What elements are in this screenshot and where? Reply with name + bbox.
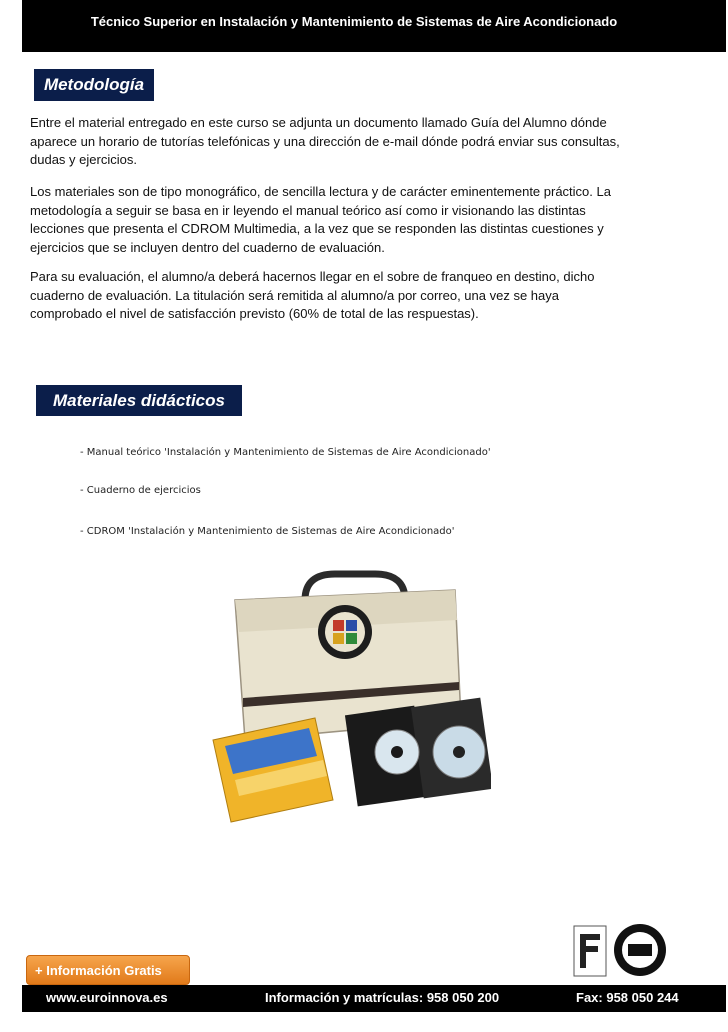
course-title: Técnico Superior en Instalación y Mantenimiento de Sistemas de Aire Acondicionado: [90, 14, 618, 29]
footer-phone: Información y matrículas: 958 050 200: [265, 990, 500, 1005]
metodologia-paragraph-1: Entre el material entregado en este curso se adjunta un documento llamado Guía del Alumno dónde aparece un horario de tutorías telefónicas y una dirección de e-mail dónde podrá enviar sus consultas, dudas y ejercicios.: [30, 115, 620, 167]
list-item: - CDROM 'Instalación y Mantenimiento de Sistemas de Aire Acondicionado': [80, 526, 455, 537]
more-info-button[interactable]: + Información Gratis: [26, 955, 190, 985]
document-footer: [22, 985, 726, 1012]
materiales-heading: Materiales didácticos: [36, 385, 242, 416]
metodologia-heading: Metodología: [34, 69, 154, 101]
footer-fax: Fax: 958 050 244: [576, 990, 679, 1005]
list-item: - Manual teórico 'Instalación y Mantenimiento de Sistemas de Aire Acondicionado': [80, 447, 491, 458]
certification-logos: [572, 920, 668, 980]
course-materials-image: [205, 560, 491, 828]
metodologia-paragraph-3: Para su evaluación, el alumno/a deberá hacernos llegar en el sobre de franqueo en destino, dicho cuaderno de evaluación. La titulación será remitida al alumno/a por correo, una vez se haya comprobado el nivel de satisfacción previsto (60% de total de las respuestas).: [30, 269, 595, 321]
footer-website: www.euroinnova.es: [46, 990, 168, 1005]
document-header: [22, 0, 726, 52]
list-item: - Cuaderno de ejercicios: [80, 485, 201, 496]
metodologia-paragraph-2: Los materiales son de tipo monográfico, de sencilla lectura y de carácter eminentemente práctico. La metodología a seguir se basa en ir leyendo el manual teórico así como ir visionando las distintas lecciones que presenta el CDROM Multimedia, a la vez que se responden las distintas cuestiones y ejercicios que se incluyen dentro del cuaderno de evaluación.: [30, 184, 611, 255]
